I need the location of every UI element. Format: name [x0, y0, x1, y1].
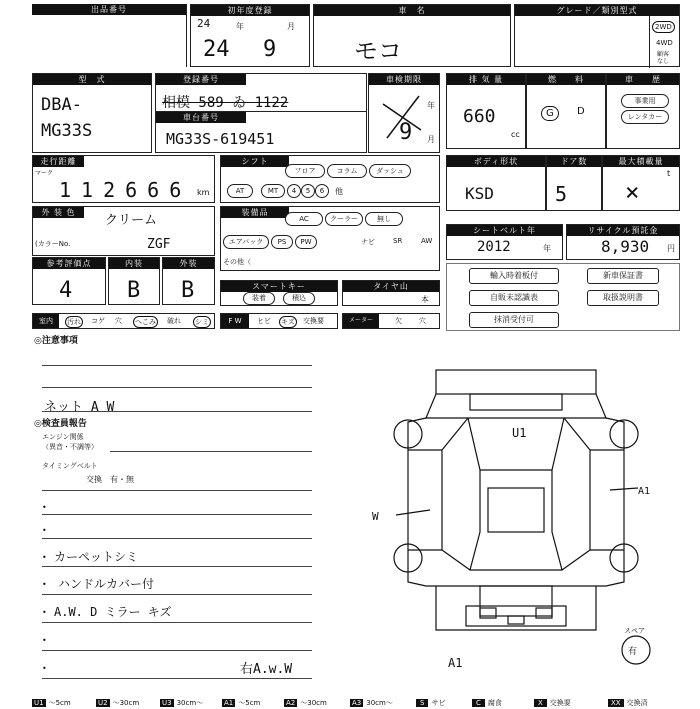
meter-status-bar — [342, 313, 440, 329]
first-registration-box — [190, 4, 310, 67]
first-reg-year-value: 24 — [203, 37, 230, 62]
fuel-d: D — [577, 106, 585, 117]
history-business: 事業用 — [621, 94, 669, 108]
shift-label: シフト — [221, 156, 289, 167]
fw-status-crack: ヒビ — [257, 317, 271, 325]
shift-gear-6: 6 — [315, 184, 329, 198]
bullet-1: • — [42, 503, 47, 512]
import-plate-button[interactable]: 輸入時着板付 — [469, 268, 559, 284]
type-label: 型 式 — [33, 74, 151, 85]
eval-value: 4 — [59, 278, 73, 303]
inspection-label: 車検期限 — [369, 74, 439, 85]
displacement-unit: cc — [511, 130, 520, 139]
inspection-year-mark: 年 — [427, 101, 435, 110]
notes-handwritten-1: ネット A W — [44, 400, 115, 415]
inspector-note-4: 右A.w.W — [240, 662, 293, 677]
recycle-value: 8,930 — [601, 237, 650, 256]
drive-2wd: 2WD — [652, 21, 675, 33]
legend-text: 30cm〜 — [366, 699, 393, 707]
mark-u1-roof: U1 — [512, 426, 527, 440]
interior-status-tear: 破れ — [167, 317, 181, 325]
inspector-rule-4 — [42, 566, 312, 567]
timing-label: タイミングベルト — [42, 462, 98, 470]
legend-text: 腐食 — [487, 699, 502, 707]
inspector-note-3: A.W. D ミラー キズ — [54, 605, 172, 619]
equip-navi: ナビ — [361, 238, 375, 246]
type-value: DBA- MG33S — [41, 95, 93, 141]
body-box — [446, 155, 546, 211]
equip-pw: PW — [295, 235, 317, 249]
legend-text: 交換済 — [626, 699, 648, 707]
inspection-cross-mark — [369, 74, 441, 154]
color-label: 外 装 色 — [33, 207, 84, 218]
model-value: モコ — [354, 37, 402, 65]
shift-gear-4: 4 — [287, 184, 301, 198]
interior-status-dirt: 汚れ — [67, 318, 81, 326]
legend-item-x — [534, 690, 571, 709]
interior-status-label: 室内 — [33, 314, 59, 328]
inspector-title: ◎検査員報告 — [34, 419, 87, 429]
first-reg-month-mark: 月 — [287, 22, 295, 31]
capacity-box — [602, 155, 680, 211]
equip-airbag: エアバック — [223, 235, 269, 249]
notes-rule-3 — [42, 411, 312, 412]
equip-sr: SR — [393, 237, 403, 245]
shift-gear-5: 5 — [301, 184, 315, 198]
equipment-box — [220, 206, 440, 271]
equip-ac: AC — [285, 212, 323, 226]
interior-score-value: B — [127, 278, 141, 303]
meter-status-hole: 穴 — [419, 317, 426, 325]
doors-box — [546, 155, 602, 211]
seatbelt-box — [446, 224, 563, 260]
meter-status-missing: 欠 — [395, 317, 402, 325]
legend-code: A3 — [352, 699, 362, 707]
fw-status-bar — [220, 313, 338, 329]
first-reg-year-mark: 年 — [236, 22, 244, 31]
displacement-label: 排 気 量 — [447, 74, 525, 85]
history-rental: レンタカー — [621, 110, 669, 124]
legend-item-u1 — [32, 690, 71, 709]
recycle-label: リサイクル預託金 — [567, 225, 679, 236]
fuel-g: G — [541, 106, 559, 121]
car-diagram — [370, 360, 680, 680]
mileage-box — [32, 155, 215, 203]
displacement-box — [446, 73, 526, 149]
smartkey-installed: 装着 — [243, 292, 275, 305]
color-no-value: ZGF — [147, 237, 171, 252]
inspector-rule-7 — [42, 650, 312, 651]
tire-label: タイヤ山 — [343, 281, 439, 292]
documents-box — [446, 263, 680, 331]
shift-box — [220, 155, 440, 203]
grade-label: グレード／類別型式 — [515, 5, 679, 16]
legend-code: U2 — [98, 699, 108, 707]
color-box — [32, 206, 215, 256]
capacity-label: 最大積載量 — [603, 156, 679, 167]
equip-other: その他（ — [223, 258, 251, 266]
legend-item-a1 — [222, 690, 260, 709]
interior-score-label: 内装 — [109, 258, 159, 269]
equip-none: 無し — [365, 212, 403, 226]
drive-other: 顧客 なし — [657, 51, 670, 65]
mileage-label: 走行距離 — [33, 156, 84, 167]
legend-code: C — [472, 699, 485, 707]
recycle-box — [566, 224, 680, 260]
legend-text: サビ — [431, 699, 446, 707]
legend-code: U1 — [34, 699, 44, 707]
timing-options: 交換 有・無 — [86, 475, 134, 484]
legend-text: 〜30cm — [112, 699, 140, 707]
chassis-value: MG33S-619451 — [166, 130, 275, 148]
meter-status-label: メーター — [343, 314, 379, 328]
doors-value: 5 — [555, 182, 568, 206]
mark-a1-right: A1 — [638, 486, 651, 497]
interior-status-stain: シミ — [195, 318, 209, 326]
body-label: ボディ形状 — [447, 156, 545, 167]
displacement-value: 660 — [463, 106, 496, 127]
fuel-box — [526, 73, 606, 149]
inspection-month: 9 — [399, 120, 413, 145]
legend-item-a3 — [350, 690, 393, 709]
smartkey-loaded: 積込 — [283, 292, 315, 305]
legend-text: 〜5cm — [48, 699, 71, 707]
exterior-score-value: B — [181, 278, 195, 303]
bullet-3: • — [42, 553, 47, 562]
notes-rule-2 — [42, 387, 312, 388]
mileage-unit: km — [197, 188, 210, 197]
legend-item-a2 — [284, 690, 327, 709]
reg-label: 登録番号 — [156, 74, 246, 85]
legend-code: A2 — [286, 699, 296, 707]
legend-code: S — [416, 699, 428, 707]
seatbelt-value: 2012 — [477, 239, 511, 255]
smartkey-box — [220, 280, 338, 306]
interior-status-bar — [32, 313, 215, 329]
legend-text: 〜30cm — [300, 699, 327, 707]
equip-ps: PS — [271, 235, 293, 249]
bullet-4: • — [42, 580, 47, 589]
notes-title: ◎注意事項 — [34, 336, 78, 346]
legend-item-s — [416, 690, 445, 709]
inspector-rule-5 — [42, 594, 312, 595]
inspection-box — [368, 73, 440, 153]
shift-mt: MT — [261, 184, 285, 198]
legend-item-c — [472, 690, 502, 709]
color-no-label: (カラーNo. — [35, 240, 71, 248]
shift-at: AT — [227, 184, 253, 198]
legend-text: 〜5cm — [238, 699, 261, 707]
lot-number-label: 出品番号 — [32, 4, 186, 15]
engine-rule — [110, 451, 312, 452]
legend-code: U3 — [162, 699, 172, 707]
interior-status-dent: へこみ — [135, 318, 156, 326]
eval-label: 参考評価点 — [33, 258, 105, 269]
seatbelt-label: シートベルト年 — [447, 225, 562, 236]
body-value: KSD — [465, 184, 494, 203]
inspection-month-mark: 月 — [427, 135, 435, 144]
grade-box — [514, 4, 680, 67]
inspector-rule-1 — [42, 490, 312, 491]
bullet-7: • — [42, 664, 47, 673]
damage-legend — [32, 690, 680, 707]
legend-code: A1 — [224, 699, 234, 707]
inspector-rule-3 — [42, 538, 312, 539]
mileage-value: 112666 — [59, 178, 192, 202]
legend-item-xx — [608, 690, 648, 709]
registration-box — [155, 73, 367, 153]
legend-item-u3 — [160, 690, 203, 709]
new-warranty-button[interactable]: 新車保証書 — [587, 268, 659, 284]
eval-box — [32, 257, 106, 305]
inspector-rule-2 — [42, 514, 312, 515]
shift-column: コラム — [327, 164, 367, 178]
legend-text: 30cm〜 — [176, 699, 204, 707]
bullet-5: • — [42, 608, 47, 617]
capacity-value: × — [625, 178, 640, 206]
legend-code: XX — [608, 699, 624, 707]
first-reg-era: 24 — [197, 17, 211, 30]
equip-label: 装備品 — [221, 207, 289, 218]
manual-button[interactable]: 取扱説明書 — [587, 290, 659, 306]
equip-aw: AW — [421, 237, 433, 245]
tire-unit: 本 — [421, 295, 429, 304]
spare-value: 有 — [628, 647, 638, 657]
interior-status-burn: コゲ — [91, 317, 105, 325]
fw-status-label: F W — [221, 314, 249, 328]
inspector-rule-6 — [42, 622, 312, 623]
cancel-ok-button[interactable]: 抹消受付可 — [469, 312, 559, 328]
inspector-rule-8 — [42, 678, 312, 679]
reg-value: 相模 589 ゐ 1122 — [162, 95, 289, 111]
drive-4wd: 4WD — [656, 39, 673, 47]
mileage-mark: マーク — [35, 170, 54, 177]
inspector-note-1: カーペットシミ — [54, 550, 139, 564]
smartkey-label: スマートキー — [221, 281, 337, 292]
inspector-note-2: ハンドルカバー付 — [58, 577, 155, 591]
mark-w-side: W — [372, 510, 379, 523]
recycle-unit: 円 — [667, 244, 675, 253]
tire-box — [342, 280, 440, 306]
bullet-6: • — [42, 636, 47, 645]
shift-floor: フロア — [285, 164, 325, 178]
exterior-score-label: 外装 — [163, 258, 214, 269]
color-value: クリーム — [105, 213, 158, 228]
lot-number-box — [32, 4, 187, 67]
fw-status-replace: 交換要 — [303, 317, 324, 325]
equip-cooler: クーラー — [325, 212, 363, 226]
shift-other: 他 — [335, 187, 343, 196]
doors-label: ドア数 — [547, 156, 601, 167]
exterior-score-box — [162, 257, 215, 305]
model-label: 車 名 — [314, 5, 510, 16]
capacity-unit: t — [667, 169, 671, 178]
legend-item-u2 — [96, 690, 139, 709]
interior-score-box — [108, 257, 160, 305]
first-reg-label: 初年度登録 — [191, 5, 309, 16]
chassis-label: 車台番号 — [156, 112, 246, 123]
history-label: 車 歴 — [607, 74, 679, 85]
seatbelt-unit: 年 — [543, 244, 551, 253]
type-box — [32, 73, 152, 153]
model-box — [313, 4, 511, 67]
self-cert-button[interactable]: 自販未認識表 — [469, 290, 559, 306]
legend-text: 交換要 — [549, 699, 571, 707]
bullet-2: • — [42, 526, 47, 535]
notes-rule-1 — [42, 365, 312, 366]
spare-label: スペア — [624, 627, 645, 635]
interior-status-hole: 穴 — [115, 317, 122, 325]
legend-code: X — [534, 699, 547, 707]
history-box — [606, 73, 680, 149]
first-reg-month-value: 9 — [263, 37, 277, 62]
fuel-label: 燃 料 — [527, 74, 605, 85]
mark-a1-bottom: A1 — [448, 656, 463, 670]
shift-dash: ダッシュ — [369, 164, 411, 178]
engine-label: エンジン関係 （異音・不調等） — [42, 433, 98, 451]
fw-status-scratch: キズ — [281, 318, 295, 326]
